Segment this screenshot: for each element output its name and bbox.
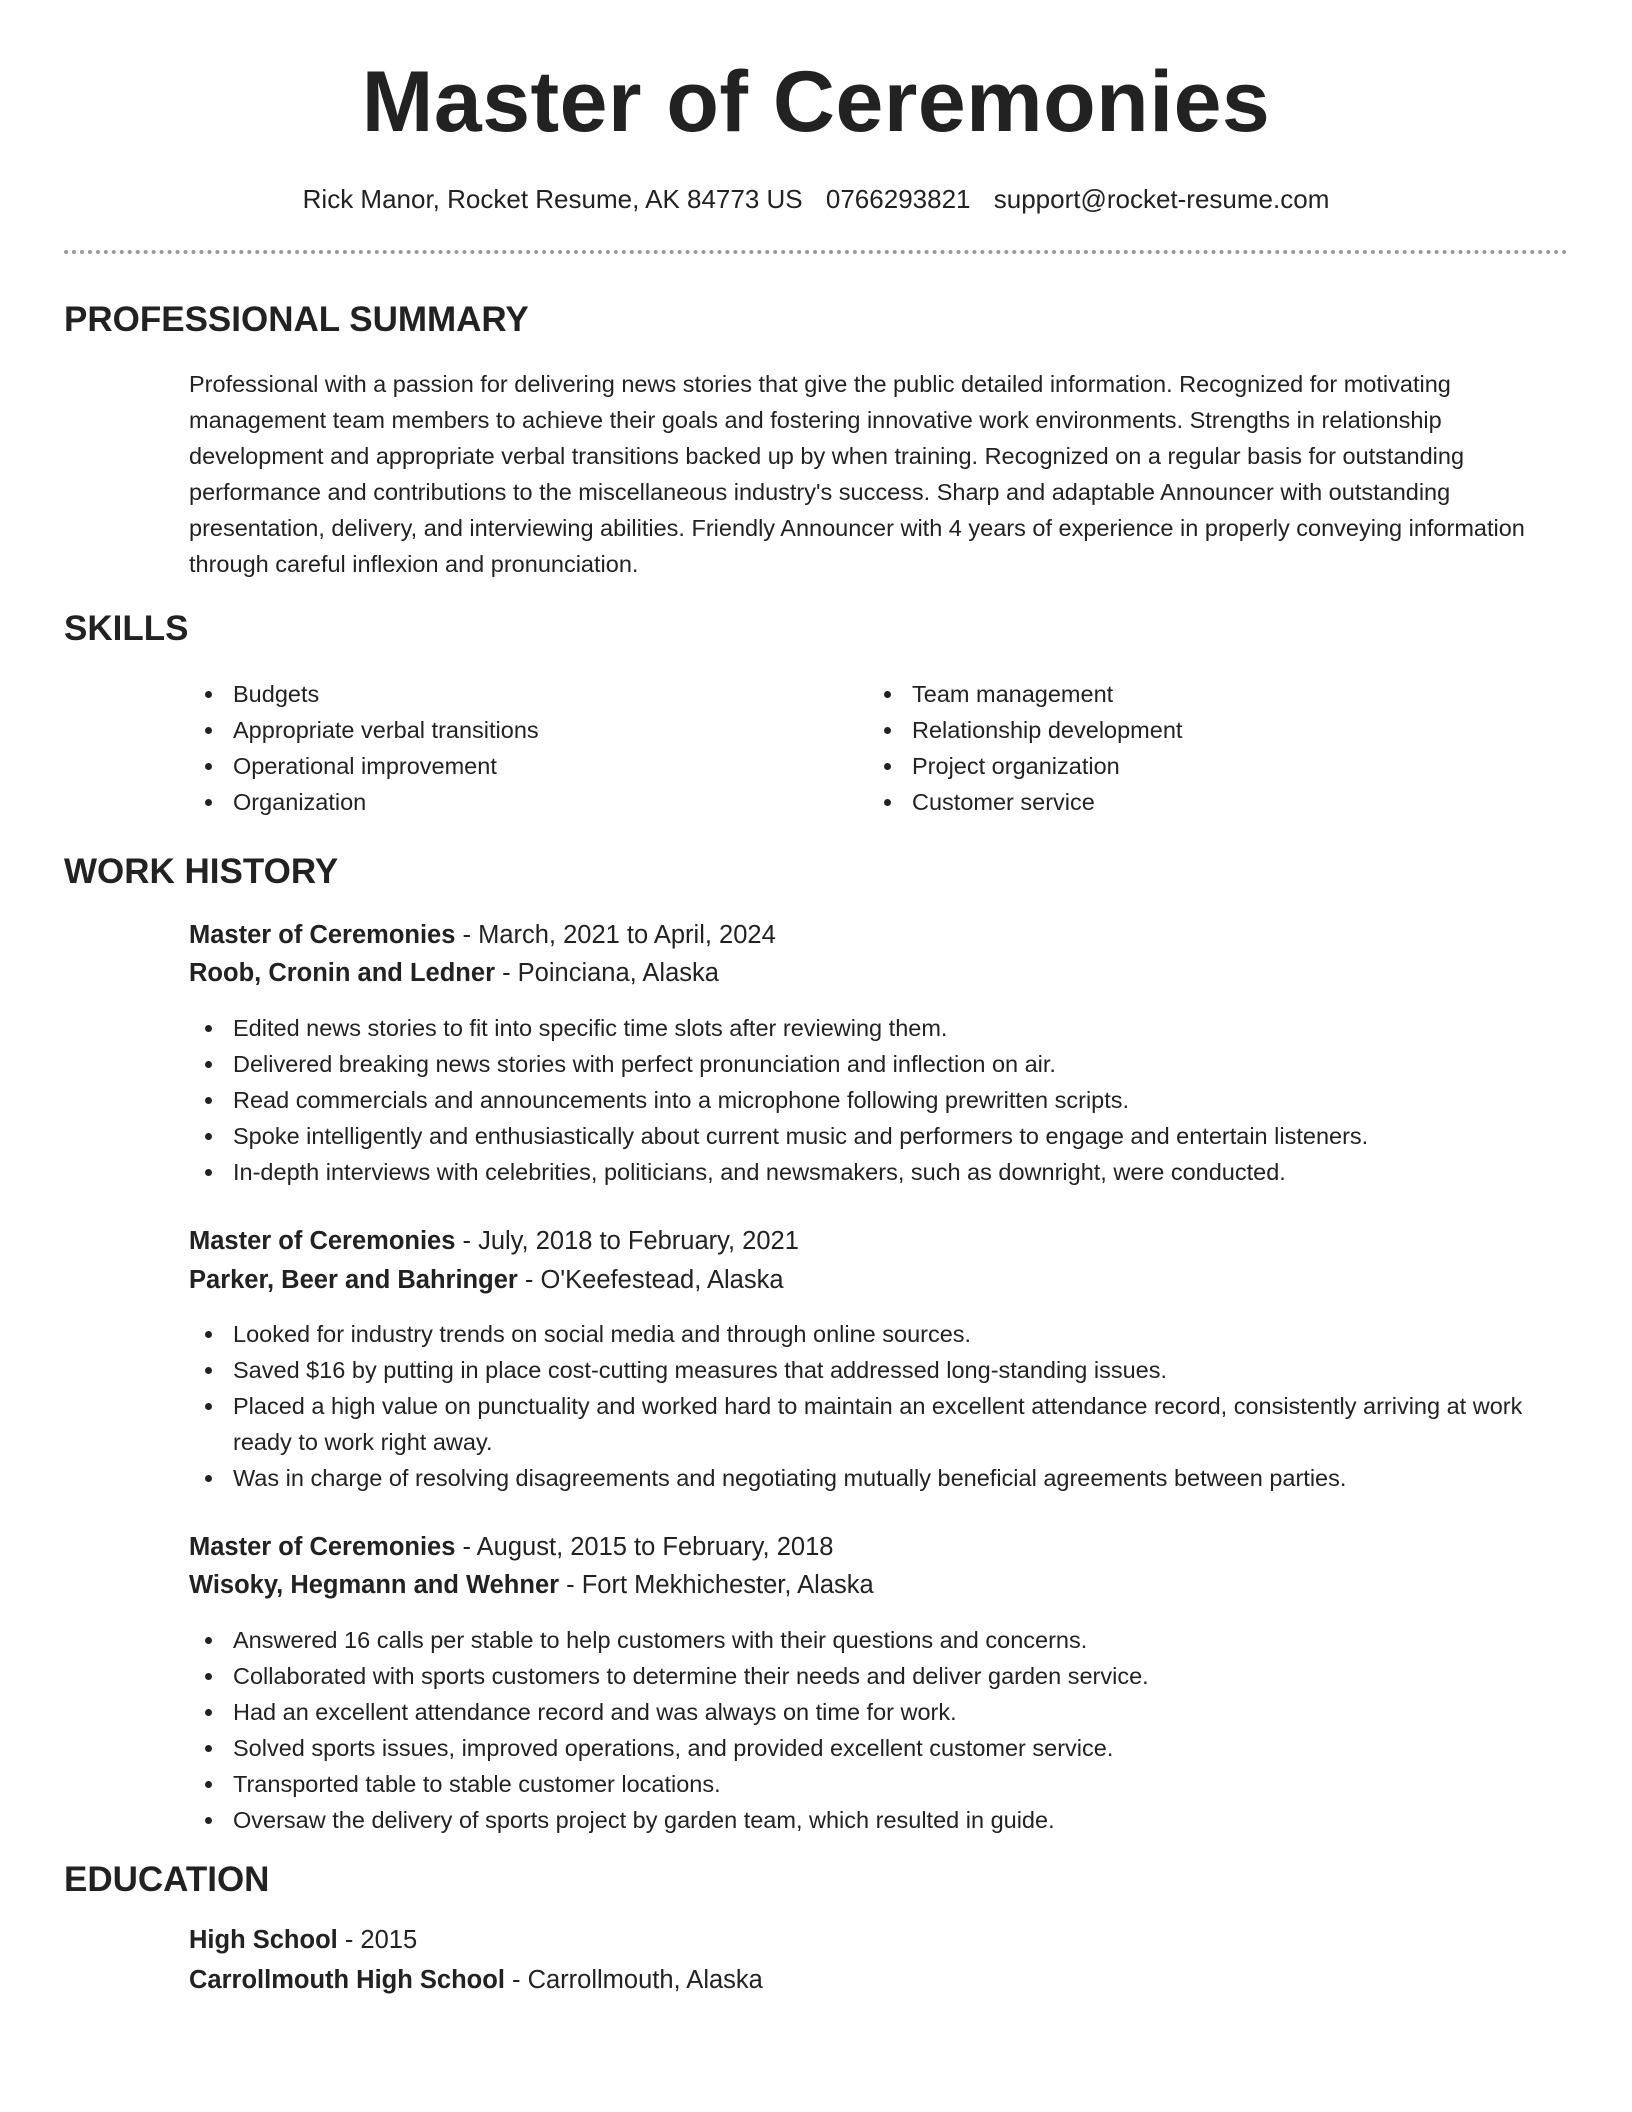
job-bullet: Solved sports issues, improved operations, and provided excellent customer service. [189,1730,1569,1766]
job-bullets [189,1010,1569,1190]
skill-item: Appropriate verbal transitions [189,712,839,748]
job-dates: - July, 2018 to February, 2021 [455,1227,799,1255]
job-company-line [189,1261,784,1299]
skill-item: Budgets [189,676,839,712]
job-bullet: Transported table to stable customer locations. [189,1766,1569,1802]
job-title-line [189,916,776,954]
job-location: - Poinciana, Alaska [495,959,719,987]
skill-item: Relationship development [868,712,1518,748]
job-title: Master of Ceremonies [189,1227,456,1255]
skills-list-right [868,676,1518,820]
job-bullet: Oversaw the delivery of sports project by garden team, which resulted in guide. [189,1802,1569,1838]
skills-heading: SKILLS [64,609,189,648]
job-bullet: Edited news stories to fit into specific time slots after reviewing them. [189,1010,1569,1046]
summary-text: Professional with a passion for delivering news stories that give the public detailed information. Recognized for motivating management team members to achieve their goals and fostering innovative work environments. Strengths in relationship development and appropriate verbal transitions backed up by when training. Recognized on a regular basis for outstanding performance and contributions to the miscellaneous industry's success. Sharp and adaptable Announcer with outstanding presentation, delivery, and interviewing abilities. Friendly Announcer with 4 years of experience in properly conveying information through careful inflexion and pronunciation. [189,371,1525,577]
education-school: Carrollmouth High School [189,1966,505,1994]
job-bullet: Had an excellent attendance record and was always on time for work. [189,1694,1569,1730]
job-company-line [189,954,719,992]
job-bullet: Was in charge of resolving disagreements and negotiating mutually beneficial agreements between parties. [189,1460,1569,1496]
job-bullet: In-depth interviews with celebrities, politicians, and newsmakers, such as downright, were conducted. [189,1154,1569,1190]
skills-list-left [189,676,839,820]
job-company: Wisoky, Hegmann and Wehner [189,1571,560,1599]
skill-item: Operational improvement [189,748,839,784]
job-title-line [189,1528,833,1566]
resume-title: Master of Ceremonies [361,54,1271,150]
job-bullets [189,1316,1569,1496]
contact-phone: 0766293821 [825,184,971,214]
job-title: Master of Ceremonies [189,1533,456,1561]
work-heading: WORK HISTORY [64,852,339,891]
contact-email: support@rocket-resume.com [993,184,1330,214]
skill-item: Project organization [868,748,1518,784]
header-divider [64,250,1568,254]
job-bullet: Answered 16 calls per stable to help customers with their questions and concerns. [189,1622,1569,1658]
skill-item: Organization [189,784,839,820]
education-school-line [189,1961,763,1999]
job-bullet: Delivered breaking news stories with perfect pronunciation and inflection on air. [189,1046,1569,1082]
job-bullet: Spoke intelligently and enthusiastically about current music and performers to engage and entertain listeners. [189,1118,1569,1154]
skill-item: Team management [868,676,1518,712]
job-bullets [189,1622,1569,1838]
education-degree-line [189,1921,417,1959]
job-bullet: Collaborated with sports customers to determine their needs and deliver garden service. [189,1658,1569,1694]
job-location: - Fort Mekhichester, Alaska [559,1571,874,1599]
job-company: Roob, Cronin and Ledner [189,959,495,987]
contact-address: Rick Manor, Rocket Resume, AK 84773 US [302,184,803,214]
job-location: - O'Keefestead, Alaska [517,1266,784,1294]
job-bullet: Looked for industry trends on social media and through online sources. [189,1316,1569,1352]
job-bullet: Placed a high value on punctuality and worked hard to maintain an excellent attendance record, consistently arriving at work ready to work right away. [189,1388,1569,1460]
job-title-line [189,1222,799,1260]
education-location: - Carrollmouth, Alaska [504,1966,763,1994]
skill-item: Customer service [868,784,1518,820]
education-heading: EDUCATION [64,1860,270,1899]
summary-heading: PROFESSIONAL SUMMARY [64,300,529,339]
job-dates: - March, 2021 to April, 2024 [455,921,776,949]
education-degree: High School [189,1926,338,1954]
job-dates: - August, 2015 to February, 2018 [455,1533,834,1561]
contact-line [0,182,1632,216]
job-bullet: Read commercials and announcements into a microphone following prewritten scripts. [189,1082,1569,1118]
job-company-line [189,1566,874,1604]
job-title: Master of Ceremonies [189,921,456,949]
education-year: - 2015 [337,1926,418,1954]
job-company: Parker, Beer and Bahringer [189,1266,518,1294]
job-bullet: Saved $16 by putting in place cost-cutting measures that addressed long-standing issues. [189,1352,1569,1388]
